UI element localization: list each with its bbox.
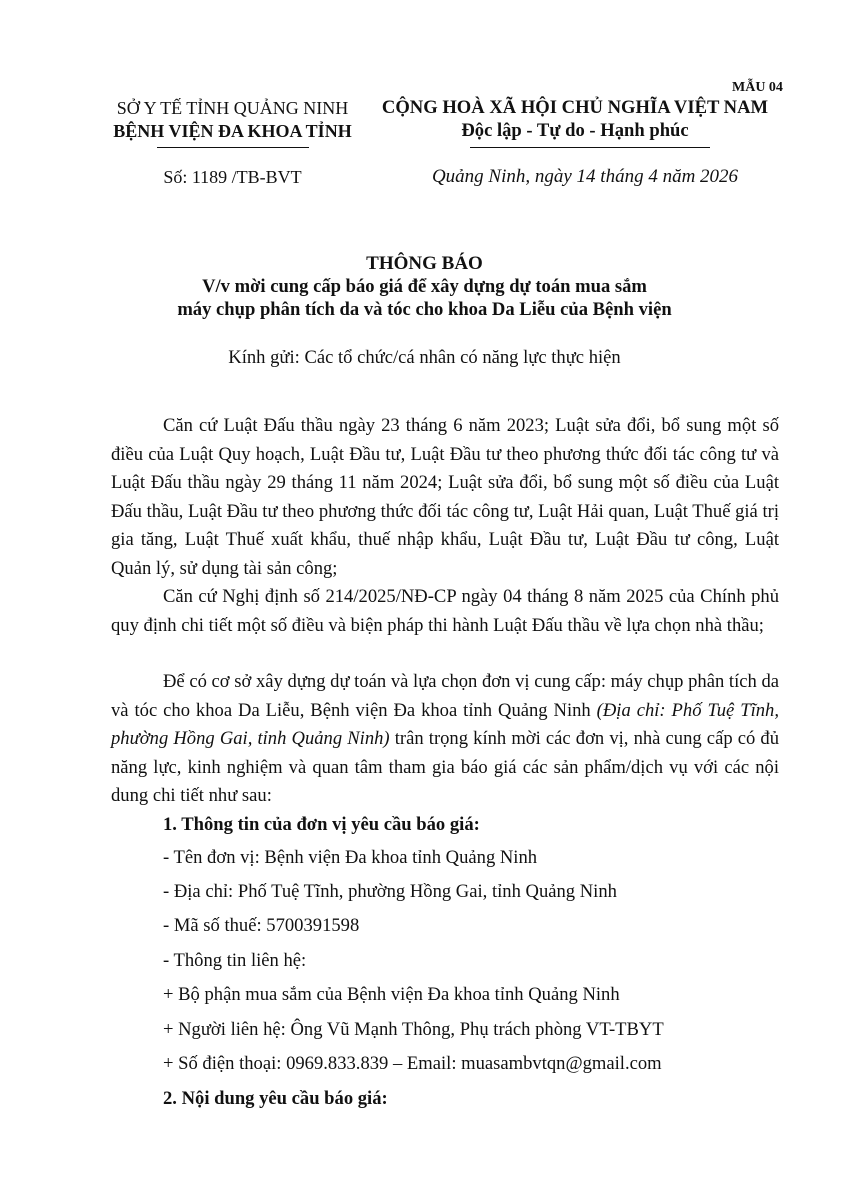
invitation-text-end: trân trọng kính mời các đơn vị, nhà cung cấp có đủ năng lực, kinh nghiệm và quan tâm tham gia báo giá các sản phẩm/dịch vụ với các nội dung chi tiết như sau:	[111, 728, 780, 806]
form-code: MẪU 04	[732, 80, 783, 95]
place-date: Quảng Ninh, ngày 14 tháng 4 năm 2026	[431, 166, 739, 187]
procurement-dept-item: + Bộ phận mua sắm của Bệnh viện Đa khoa tỉnh Quảng Ninh	[163, 984, 620, 1005]
invitation-paragraph	[111, 668, 779, 811]
left-header-divider	[157, 147, 309, 148]
unit-name: BỆNH VIỆN ĐA KHOA TỈNH	[113, 121, 352, 141]
invitation-text-start: Để có cơ sở xây dựng dự toán và lựa chọn đơn vị cung cấp: máy chụp phân tích da và tóc cho khoa Da Liễu, Bệnh viện Đa khoa tỉnh Quảng Ninh	[111, 671, 779, 721]
subject-line-2: máy chụp phân tích da và tóc cho khoa Da Liễu của Bệnh viện	[177, 299, 672, 320]
legal-basis-paragraph-1: Căn cứ Luật Đấu thầu ngày 23 tháng 6 năm 2023; Luật sửa đổi, bổ sung một số điều của Luật Quy hoạch, Luật Đầu tư, Luật Đầu tư theo phương thức đối tác công tư và Luật Đấu thầu ngày 29 tháng 11 năm 2024; Luật sửa đổi, bổ sung một số điều của Luật Đấu thầu, Luật Đầu tư theo phương thức đối tác công tư, Luật Hải quan, Luật Thuế giá trị gia tăng, Luật Thuế xuất khẩu, thuế nhập khẩu, Luật Đầu tư, Luật Đầu tư công, Luật Quản lý, sử dụng tài sản công;	[111, 415, 779, 579]
contact-person-item: + Người liên hệ: Ông Vũ Mạnh Thông, Phụ trách phòng VT-TBYT	[163, 1019, 664, 1040]
subject-line-1: V/v mời cung cấp báo giá để xây dựng dự toán mua sắm	[202, 276, 647, 297]
recipient: Kính gửi: Các tổ chức/cá nhân có năng lực thực hiện	[228, 347, 621, 368]
tax-code-item: - Mã số thuế: 5700391598	[163, 915, 360, 936]
section-2-heading: 2. Nội dung yêu cầu báo giá:	[163, 1088, 388, 1109]
document-title: THÔNG BÁO	[366, 253, 483, 274]
national-motto: Độc lập - Tự do - Hạnh phúc	[461, 120, 689, 141]
contact-info-item: - Thông tin liên hệ:	[163, 950, 307, 971]
legal-basis-paragraph-2: Căn cứ Nghị định số 214/2025/NĐ-CP ngày 04 tháng 8 năm 2025 của Chính phủ quy định chi tiết một số điều và biện pháp thi hành Luật Đấu thầu về lựa chọn nhà thầu;	[111, 586, 779, 636]
section-1-heading: 1. Thông tin của đơn vị yêu cầu báo giá:	[163, 814, 480, 835]
unit-name-item: - Tên đơn vị: Bệnh viện Đa khoa tỉnh Quảng Ninh	[163, 847, 538, 868]
nation-title: CỘNG HOÀ XÃ HỘI CHỦ NGHĨA VIỆT NAM	[381, 97, 769, 118]
address-item: - Địa chỉ: Phố Tuệ Tĩnh, phường Hồng Gai, tỉnh Quảng Ninh	[163, 881, 617, 902]
document-number: Số: 1189 /TB-BVT	[163, 167, 302, 187]
right-header-divider	[470, 147, 710, 148]
phone-email-item: + Số điện thoại: 0969.833.839 – Email: muasambvtqn@gmail.com	[163, 1053, 662, 1074]
agency-name: SỞ Y TẾ TỈNH QUẢNG NINH	[116, 98, 349, 118]
invitation-address: (Địa chỉ: Phố Tuệ Tĩnh, phường Hồng Gai, tỉnh Quảng Ninh)	[111, 699, 779, 749]
